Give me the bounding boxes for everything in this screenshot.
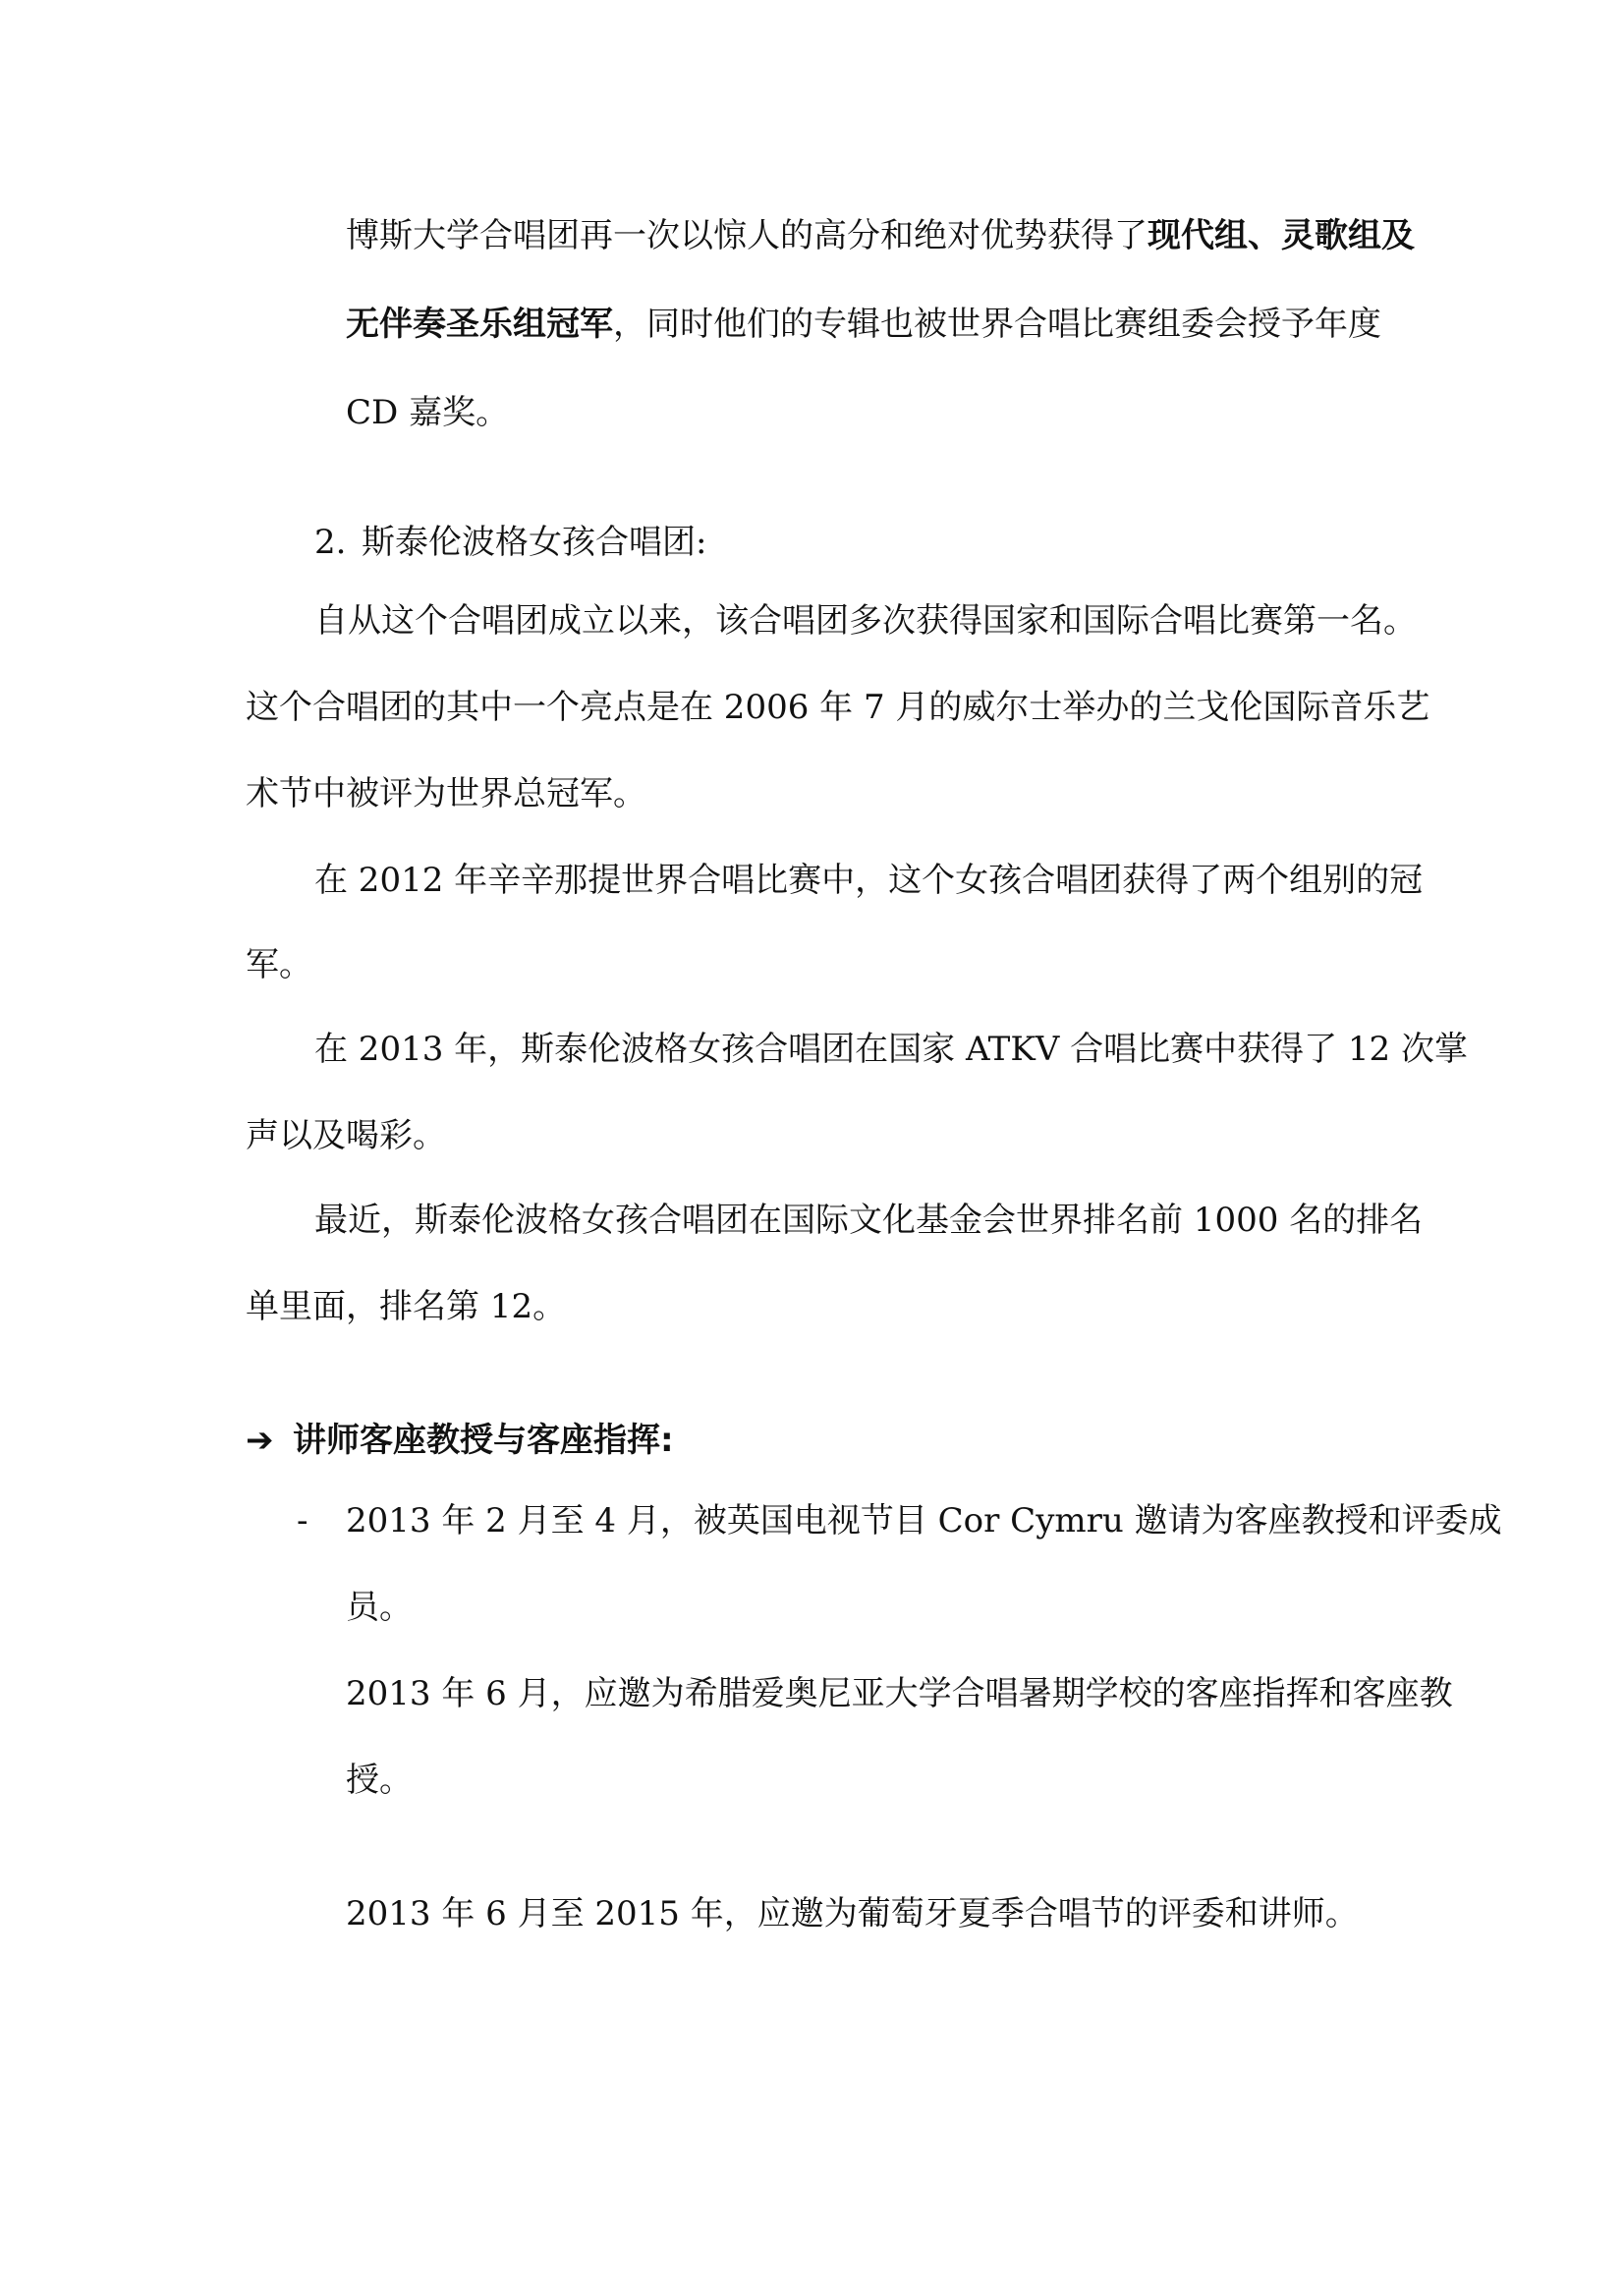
paragraph-line: 单里面，排名第 12。: [246, 1287, 567, 1326]
list-item-line: 员。: [346, 1588, 413, 1627]
paragraph-line: 自从这个合唱团成立以来，该合唱团多次获得国家和国际合唱比赛第一名。: [314, 601, 1417, 641]
paragraph-line: 声以及喝彩。: [246, 1116, 446, 1155]
section-title: 讲师客座教授与客座指挥:: [293, 1421, 674, 1460]
paragraph-line: 在 2013 年，斯泰伦波格女孩合唱团在国家 ATKV 合唱比赛中获得了 12 次掌: [314, 1030, 1468, 1069]
list-item-line: 2013 年 6 月至 2015 年，应邀为葡萄牙夏季合唱节的评委和讲师。: [346, 1894, 1359, 1933]
arrow-icon: ➔: [246, 1421, 274, 1460]
list-item-line: 2013 年 6 月，应邀为希腊爱奥尼亚大学合唱暑期学校的客座指挥和客座教: [346, 1674, 1453, 1713]
paragraph-line: CD 嘉奖。: [346, 393, 510, 432]
list-number: 2.: [314, 523, 347, 562]
text-bold: 无伴奏圣乐组冠军: [346, 305, 613, 344]
bullet-dash: -: [297, 1501, 308, 1540]
list-item-line: 2013 年 2 月至 4 月，被英国电视节目 Cor Cymru 邀请为客座教授和评委成: [346, 1501, 1502, 1540]
text-plain: ，同时他们的专辑也被世界合唱比赛组委会授予年度: [613, 305, 1381, 344]
text-plain: 博斯大学合唱团再一次以惊人的高分和绝对优势获得了: [346, 216, 1148, 255]
text-bold: 现代组、灵歌组及: [1148, 216, 1415, 255]
paragraph-line: 在 2012 年辛辛那提世界合唱比赛中，这个女孩合唱团获得了两个组别的冠: [314, 861, 1424, 900]
paragraph-line: 最近，斯泰伦波格女孩合唱团在国际文化基金会世界排名前 1000 名的排名: [314, 1201, 1424, 1240]
paragraph-line: 术节中被评为世界总冠军。: [246, 774, 646, 813]
paragraph-line: [346, 303, 1381, 346]
section-heading-2: [314, 521, 706, 564]
paragraph-line: [346, 214, 1415, 257]
section-heading-3: [246, 1419, 674, 1462]
list-item-line: 授。: [346, 1761, 413, 1800]
paragraph-line: 军。: [246, 945, 312, 984]
paragraph-line: 这个合唱团的其中一个亮点是在 2006 年 7 月的威尔士举办的兰戈伦国际音乐艺: [246, 688, 1430, 727]
section-title: 斯泰伦波格女孩合唱团:: [362, 523, 707, 562]
